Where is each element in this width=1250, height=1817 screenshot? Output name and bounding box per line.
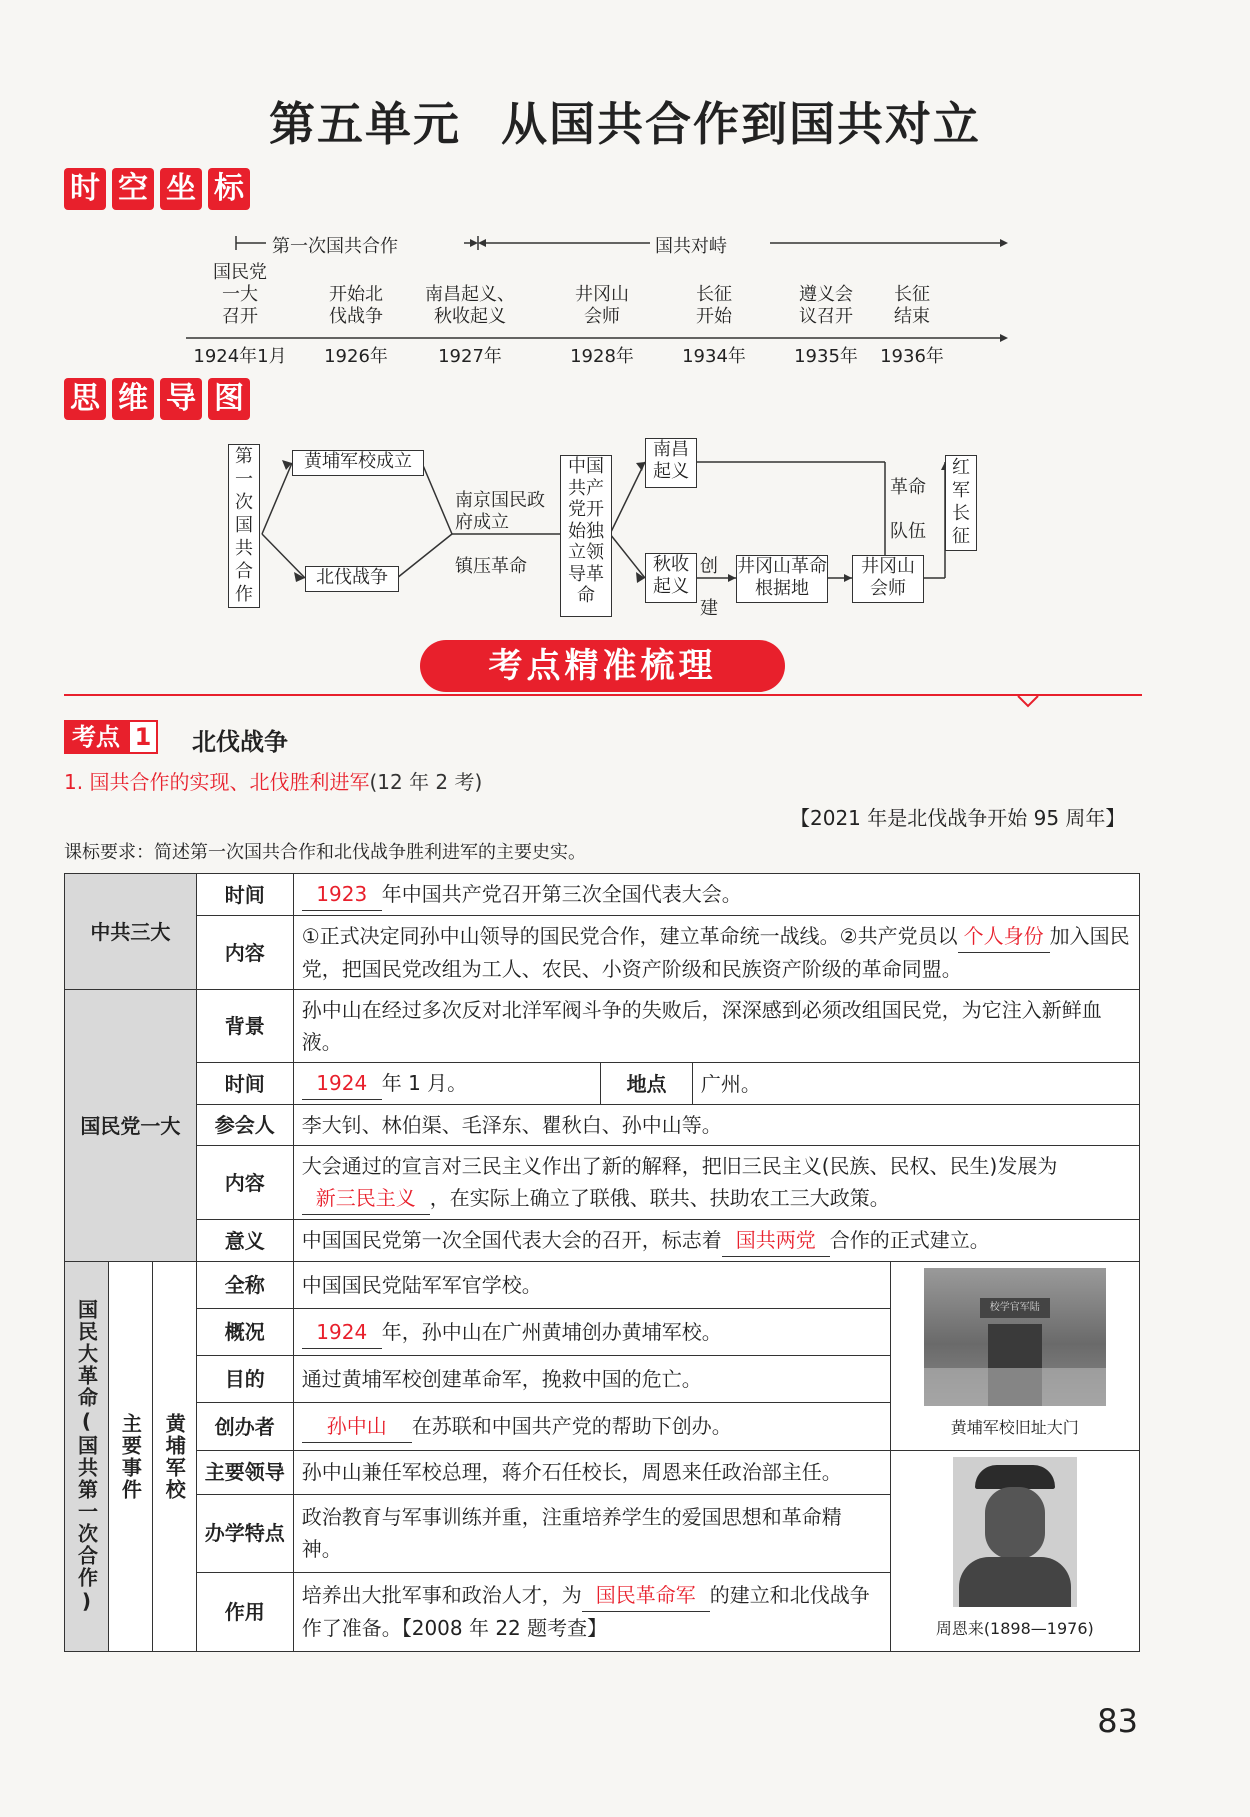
section-char: 图 <box>208 378 250 420</box>
cell-text: 大会通过的宣言对三民主义作出了新的解释，把旧三民主义(民族、民权、民生)发展为 <box>301 1154 1058 1178</box>
cell-label: 内容 <box>196 1146 293 1220</box>
cell-content: 孙中山在经过多次反对北洋军阀斗争的失败后，深深感到必须改组国民党，为它注入新鲜血液。 <box>293 990 1139 1063</box>
unit-label: 第五单元 <box>269 97 461 151</box>
vertical-label: 国民大革命(国共第一次合作) <box>74 1298 99 1615</box>
answer-blank: 国民革命军 <box>582 1579 710 1612</box>
photo-cell <box>890 1451 1139 1652</box>
timeline-year: 1928年 <box>570 346 634 367</box>
cell-content <box>293 874 1139 916</box>
table-row <box>65 1146 1140 1220</box>
mm-whampoa: 黄埔军校成立 <box>292 450 424 476</box>
gate-sign: 校学官军陆 <box>980 1298 1050 1318</box>
cell-content <box>293 1063 601 1105</box>
timeline-event: 长征 结束 <box>894 284 930 327</box>
photo-cell <box>890 1262 1139 1451</box>
kaodian-badge <box>64 720 158 754</box>
photo-shoulders <box>959 1557 1071 1607</box>
cell-text: ，在实际上确立了联俄、联共、扶助农工三大政策。 <box>429 1186 890 1210</box>
mm-base-area: 井冈山革命根据地 <box>736 555 828 603</box>
timeline-event: 遵义会 议召开 <box>799 284 853 327</box>
mm-suppress: 镇压革命 <box>455 556 527 577</box>
divider-notch <box>1016 694 1040 708</box>
cell-label: 创办者 <box>196 1403 293 1451</box>
section-char: 坐 <box>160 168 202 210</box>
timeline-year: 1927年 <box>438 346 502 367</box>
curriculum-requirement: 课标要求：简述第一次国共合作和北伐战争胜利进军的主要史实。 <box>64 842 586 863</box>
mm-cpc-independent: 中国共产党开始独立领导革命 <box>560 455 612 617</box>
cell-text: 的建立和北伐战争作了准备。【2008 年 22 题考查】 <box>301 1583 870 1641</box>
cell-label: 意义 <box>196 1220 293 1262</box>
knowledge-table <box>64 873 1140 1652</box>
timeline-year: 1936年 <box>880 346 944 367</box>
answer-blank: 国共两党 <box>722 1224 830 1257</box>
cell-text: 年 1 月。 <box>381 1071 468 1095</box>
subheading <box>64 766 482 795</box>
mm-autumn-harvest: 秋收起义 <box>645 553 697 603</box>
whampoa-gate-photo <box>924 1268 1106 1406</box>
gate-ground <box>924 1368 1106 1406</box>
photo-caption: 周恩来(1898—1976) <box>935 1619 1094 1638</box>
cell-content: 李大钊、林伯渠、毛泽东、瞿秋白、孙中山等。 <box>293 1105 1139 1146</box>
cell-label: 参会人 <box>196 1105 293 1146</box>
mm-first-cooperation: 第一次国共合作 <box>228 444 260 608</box>
cell-label: 时间 <box>196 1063 293 1105</box>
timeline-year: 1924年1月 <box>193 346 287 367</box>
timeline-event: 南昌起义、 秋收起义 <box>425 284 515 327</box>
timeline-event: 国民党 一大 召开 <box>213 262 267 327</box>
row-group-label <box>152 1262 196 1652</box>
answer-blank: 1924 <box>302 1316 382 1349</box>
mm-northern-expedition: 北伐战争 <box>305 566 399 592</box>
cell-content: 政治教育与军事训练并重，注重培养学生的爱国思想和革命精神。 <box>293 1494 890 1572</box>
table-row <box>65 916 1140 990</box>
divider <box>64 694 1142 696</box>
row-group-label: 中共三大 <box>65 874 197 990</box>
cell-label: 全称 <box>196 1262 293 1309</box>
cell-content: 孙中山兼任军校总理，蒋介石任校长，周恩来任政治部主任。 <box>293 1451 890 1495</box>
subheading-note: (12 年 2 考) <box>369 770 483 794</box>
anniversary-note: 【2021 年是北伐战争开始 95 周年】 <box>790 806 1126 830</box>
table-row <box>65 990 1140 1063</box>
timeline-event: 井冈山 会师 <box>575 284 629 327</box>
timeline-event: 开始北 伐战争 <box>329 284 383 327</box>
section-char: 标 <box>208 168 250 210</box>
mindmap-connectors <box>0 0 1250 620</box>
photo-cap <box>975 1465 1055 1489</box>
cell-content: 中国国民党陆军军官学校。 <box>293 1262 890 1309</box>
answer-blank: 1923 <box>302 878 382 911</box>
cell-label: 主要领导 <box>196 1451 293 1495</box>
section-char: 维 <box>112 378 154 420</box>
cell-text: 年，孙中山在广州黄埔创办黄埔军校。 <box>381 1319 722 1344</box>
mm-revolution-troops: 革命队伍 <box>890 477 926 542</box>
cell-content: 通过黄埔军校创建革命军，挽救中国的危亡。 <box>293 1356 890 1403</box>
page-number: 83 <box>1097 1702 1138 1740</box>
section-char: 导 <box>160 378 202 420</box>
cell-content <box>293 1403 890 1451</box>
row-group-label <box>108 1262 152 1652</box>
cell-label: 作用 <box>196 1572 293 1651</box>
cell-label: 地点 <box>601 1063 693 1105</box>
cell-text: 加入国民党，把国民党改组为工人、农民、小资产阶级和民族资产阶级的革命同盟。 <box>301 924 1130 981</box>
mm-jinggang-meet: 井冈山会师 <box>852 555 924 603</box>
cell-content <box>293 1572 890 1651</box>
vertical-label: 主要事件 <box>118 1412 143 1501</box>
cell-label: 时间 <box>196 874 293 916</box>
timeline-year: 1934年 <box>682 346 746 367</box>
section-char: 时 <box>64 168 106 210</box>
table-row <box>65 1063 1140 1105</box>
timeline-event: 长征 开始 <box>696 284 732 327</box>
cell-content: 广州。 <box>692 1063 1139 1105</box>
cell-content <box>293 916 1139 990</box>
vertical-label: 黄埔军校 <box>162 1412 187 1501</box>
cell-text: 年中国共产党召开第三次全国代表大会。 <box>381 882 742 906</box>
zhou-enlai-photo <box>953 1457 1077 1607</box>
answer-blank: 个人身份 <box>958 920 1050 953</box>
section-char: 思 <box>64 378 106 420</box>
cell-content <box>293 1220 1139 1262</box>
answer-blank: 1924 <box>302 1067 382 1100</box>
cell-text: 合作的正式建立。 <box>829 1228 990 1252</box>
cell-label: 目的 <box>196 1356 293 1403</box>
row-group-label: 国民党一大 <box>65 990 197 1262</box>
table-row <box>65 874 1140 916</box>
cell-text: 在苏联和中国共产党的帮助下创办。 <box>411 1414 732 1439</box>
cell-content <box>293 1146 1139 1220</box>
timeline-span-standoff: 国共对峙 <box>655 236 727 257</box>
cell-text: 中国国民党第一次全国代表大会的召开，标志着 <box>301 1228 722 1252</box>
row-group-label <box>65 1262 109 1652</box>
photo-face <box>985 1487 1045 1559</box>
photo-caption: 黄埔军校旧址大门 <box>950 1418 1079 1437</box>
unit-name: 从国共合作到国共对立 <box>501 97 981 151</box>
kaodian-title: 北伐战争 <box>192 728 288 756</box>
table-row <box>65 1220 1140 1262</box>
timeline-year: 1926年 <box>324 346 388 367</box>
kaodian-number: 1 <box>128 720 158 754</box>
cell-text: ①正式决定同孙中山领导的国民党合作，建立革命统一战线。②共产党员以 <box>301 924 958 948</box>
kaodian-label: 考点 <box>64 720 128 754</box>
timeline-span-cooperation: 第一次国共合作 <box>272 236 398 257</box>
answer-blank: 新三民主义 <box>302 1182 430 1215</box>
section-banner: 考点精准梳理 <box>420 640 785 692</box>
cell-label: 概况 <box>196 1308 293 1356</box>
subheading-text: 1. 国共合作的实现、北伐胜利进军 <box>64 770 370 794</box>
cell-label: 办学特点 <box>196 1494 293 1572</box>
mm-nanchang: 南昌起义 <box>645 438 697 488</box>
mm-long-march: 红军长征 <box>945 455 977 551</box>
cell-label: 背景 <box>196 990 293 1063</box>
answer-blank: 孙中山 <box>302 1410 412 1443</box>
timeline-year: 1935年 <box>794 346 858 367</box>
table-row <box>65 1105 1140 1146</box>
cell-content <box>293 1308 890 1356</box>
table-row <box>65 1451 1140 1495</box>
mm-nanjing: 南京国民政府成立 <box>455 490 545 533</box>
section-char: 空 <box>112 168 154 210</box>
table-row <box>65 1262 1140 1309</box>
mm-create-label: 创建 <box>700 556 718 619</box>
cell-text: 培养出大批军事和政治人才，为 <box>301 1583 582 1608</box>
cell-label: 内容 <box>196 916 293 990</box>
